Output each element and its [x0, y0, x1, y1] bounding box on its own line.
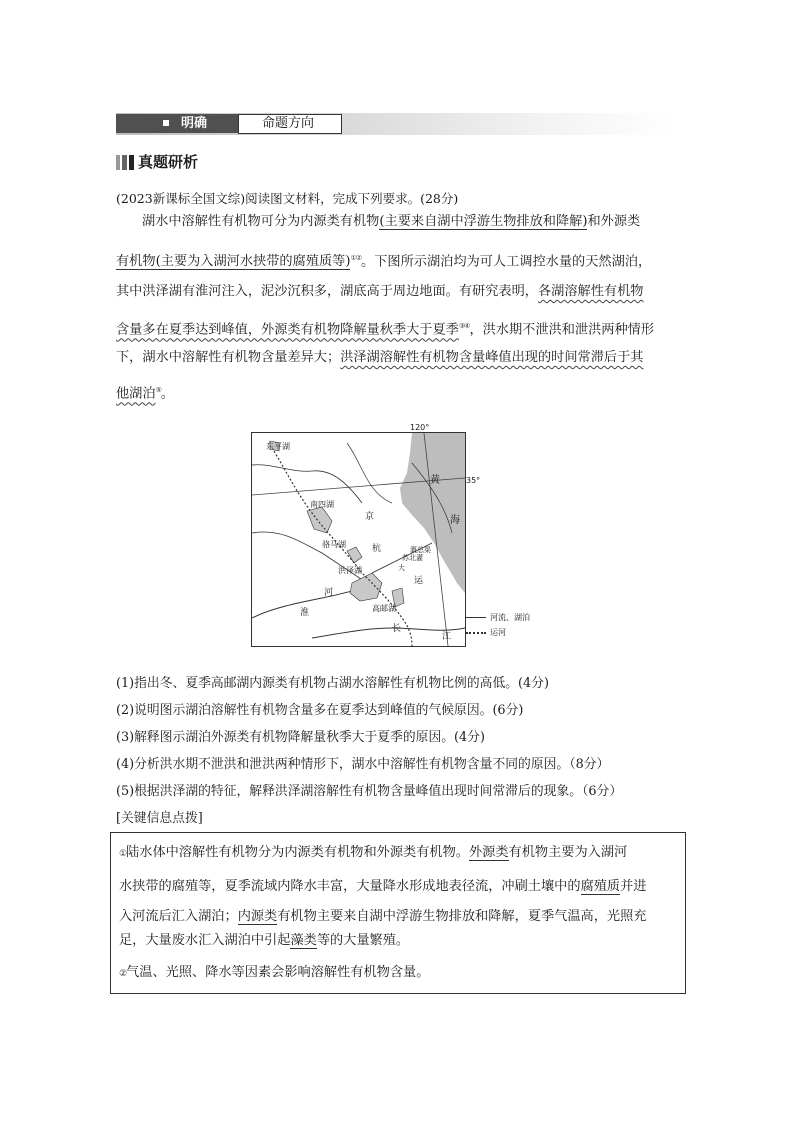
- key-line: [119, 875, 647, 894]
- passage-text: 其中洪泽湖有淮河注入，泥沙沉积多，湖底高于周边地面。有研究表明，: [116, 284, 538, 299]
- question-1: (1)指出冬、夏季高邮湖内源类有机物占湖水溶解性有机物比例的高低。(4分): [116, 676, 549, 691]
- passage-underline: 洪泽湖溶解性有机物含量峰值出现的时间常滞后于其: [340, 350, 644, 365]
- key-underline: 外源类: [468, 845, 509, 860]
- label-35: 35°: [466, 476, 481, 485]
- key-line: [119, 929, 409, 948]
- key-info-title: [关键信息点拨]: [116, 811, 203, 826]
- passage-text: ，洪水期不泄洪和泄洪两种情形: [469, 322, 655, 338]
- key-text: 入河流后汇入湖泊；: [119, 909, 238, 924]
- passage-underline: 各湖溶解性有机物: [538, 284, 644, 299]
- passage-line: [116, 310, 654, 346]
- annotation-marker: ②: [119, 969, 127, 979]
- key-text: 气温、光照、降水等因素会影响溶解性有机物含量。: [126, 965, 430, 980]
- passage-text: 和外源类: [587, 214, 641, 229]
- key-text: 陆水体中溶解性有机物分为内源类有机物和外源类有机物。: [126, 845, 469, 860]
- section-title: 真题研析: [138, 153, 199, 171]
- passage-line: [142, 206, 640, 238]
- label-luoma: 骆马湖: [322, 540, 346, 549]
- legend-river-line: [466, 617, 486, 618]
- passage-text: 。: [160, 386, 175, 402]
- key-text: 有机物主要为入湖河: [508, 845, 628, 860]
- map-svg: [252, 433, 465, 646]
- lake-nansi: [307, 507, 332, 533]
- question-5: (5)根据洪泽湖的特征，解释洪泽湖溶解性有机物含量峰值出现时间常滞后的现象。（6分）: [116, 784, 623, 799]
- lakes-map: [251, 432, 466, 647]
- question-2: (2)说明图示湖泊溶解性有机物含量多在夏季达到峰值的气候原因。(6分): [116, 703, 524, 718]
- header-tab-active-bg: [116, 114, 238, 133]
- question-4: (4)分析洪水期不泄洪和泄洪两种情形下，湖水中溶解性有机物含量不同的原因。（8分）: [116, 757, 610, 772]
- label-subei-2: 溉总渠: [410, 546, 431, 554]
- key-line: [119, 961, 429, 980]
- label-jiang: 江: [442, 632, 452, 642]
- legend-river: 河流、湖泊: [490, 613, 530, 622]
- key-line: [119, 841, 627, 860]
- label-yun: 运: [414, 576, 424, 586]
- label-jing: 京: [365, 512, 375, 522]
- passage-underline: 含量多在夏季达到峰值，外源类有机物降解量秋季大于夏季: [116, 322, 459, 338]
- label-hang: 杭: [372, 544, 382, 554]
- annotation-marker: ③④: [458, 322, 470, 330]
- lake-luoma: [347, 547, 362, 563]
- label-sea-1: 黄: [430, 475, 440, 486]
- key-text: 并进: [620, 879, 647, 894]
- key-line: [119, 905, 647, 924]
- passage-underline: 有机物: [116, 254, 156, 270]
- key-text: 足，大量废水汇入湖泊中引起: [119, 933, 291, 948]
- key-underline: 藻类: [290, 933, 317, 948]
- label-chang: 长: [392, 624, 402, 634]
- key-info-box: [110, 832, 686, 994]
- header-tab-active: 明确: [181, 116, 208, 131]
- passage-line: [116, 276, 644, 308]
- label-120: 120°: [410, 423, 430, 432]
- passage-line: [116, 342, 644, 374]
- question-source: (2023新课标全国文综)阅读图文材料，完成下列要求。(28分): [116, 191, 459, 206]
- header-tab-inactive: 命题方向: [262, 116, 315, 131]
- label-gaoyou: 高邮湖: [372, 604, 396, 613]
- key-text: 等的大量繁殖。: [316, 933, 410, 948]
- legend-canal: 运河: [490, 628, 506, 637]
- label-dongping: 东平湖: [266, 442, 290, 451]
- passage-underline: (主要为入湖河水挟带的腐殖质等): [155, 254, 351, 270]
- annotation-marker: ⑤: [155, 386, 161, 394]
- passage-text: 。下图所示湖泊均为可人工调控水量的天然湖泊，: [361, 254, 652, 270]
- passage-line: [116, 242, 651, 278]
- passage-underline: (主要来自湖中浮游生物排放和降解): [379, 214, 588, 229]
- label-nansi: 南四湖: [310, 500, 334, 509]
- annotation-marker: ①: [119, 849, 127, 859]
- legend-canal-line: [466, 632, 486, 634]
- annotation-marker: ①②: [350, 254, 362, 262]
- header-bullet-icon: [163, 120, 169, 126]
- question-3: (3)解释图示湖泊外源类有机物降解量秋季大于夏季的原因。(4分): [116, 730, 485, 745]
- passage-text: 下，湖水中溶解性有机物含量差异大；: [116, 350, 341, 365]
- passage-underline: 他湖泊: [116, 386, 156, 402]
- label-hongze: 洪泽湖: [338, 566, 362, 575]
- label-subei-1: 苏北灌: [402, 554, 423, 562]
- passage-text: 湖水中溶解性有机物可分为内源类有机物: [142, 214, 380, 229]
- key-text: 有机物主要来自湖中浮游生物排放和降解，夏季气温高，光照充: [277, 909, 647, 924]
- label-sea-2: 海: [450, 515, 460, 526]
- label-huai-2: 河: [324, 588, 334, 598]
- key-underline: 腐殖质: [580, 879, 621, 894]
- label-huai-1: 淮: [300, 608, 310, 618]
- key-text: 水挟带的腐殖等，夏季流域内降水丰富，大量降水形成地表径流，冲刷土壤中的: [119, 879, 581, 894]
- passage-line: [116, 374, 174, 410]
- key-underline: 内源类: [237, 909, 278, 924]
- label-canal-2: 大: [398, 564, 405, 572]
- section-marker-icon: [116, 155, 134, 170]
